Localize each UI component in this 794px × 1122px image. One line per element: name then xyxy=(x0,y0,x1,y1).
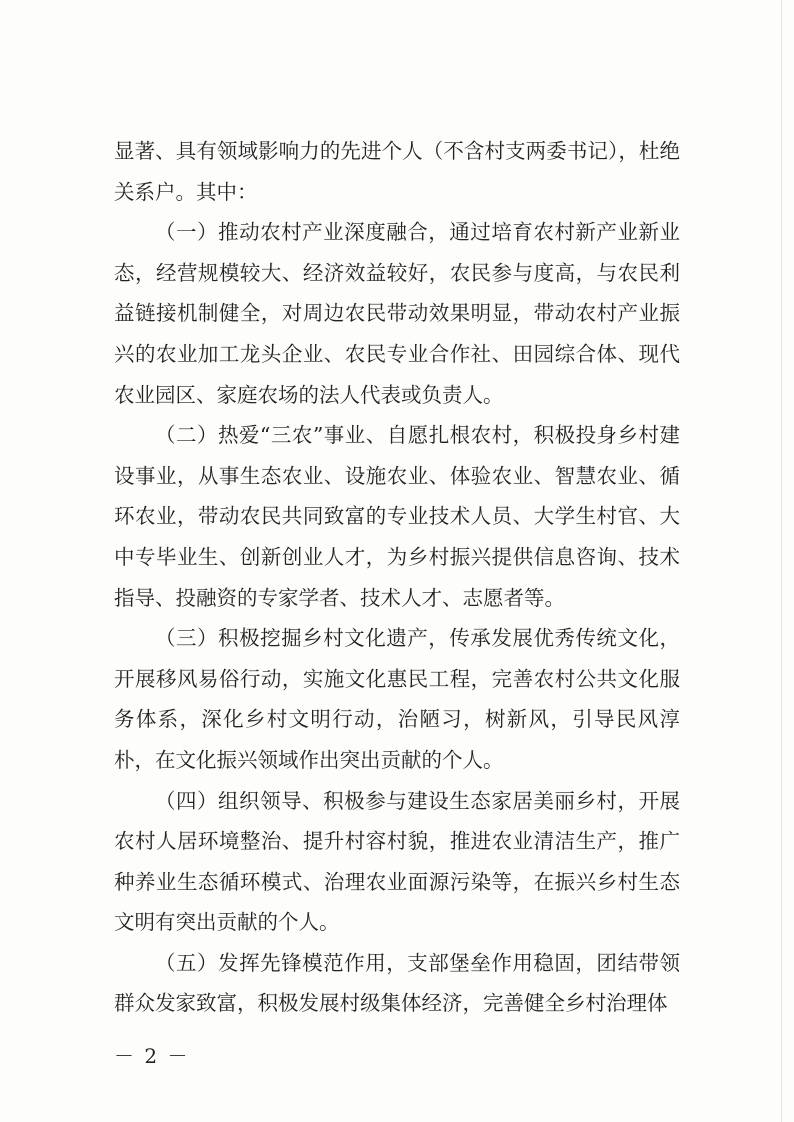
paragraph-item-3: （三）积极挖掘乡村文化遗产，传承发展优秀传统文化，开展移风易俗行动，实施文化惠民工程，完善农村公共文化服务体系，深化乡村文明行动，治陋习，树新风，引导民风淳朴，在文化振兴领域作出突出贡献的个人。 xyxy=(114,626,680,772)
paragraph-item-4: （四）组织领导、积极参与建设生态家居美丽乡村，开展农村人居环境整治、提升村容村貌，推进农业清洁生产，推广种养业生态循环模式、治理农业面源污染等，在振兴乡村生态文明有突出贡献的个人。 xyxy=(114,788,680,935)
scan-edge-line xyxy=(781,0,782,1122)
paragraph-continuation: 显著、具有领域影响力的先进个人（不含村支两委书记），杜绝关系户。其中： xyxy=(114,139,680,204)
paragraph-item-1: （一）推动农村产业深度融合，通过培育农村新产业新业态，经营规模较大、经济效益较好，农民参与度高，与农民利益链接机制健全，对周边农民带动效果明显，带动农村产业振兴的农业加工龙头企业、农民专业合作社、田园综合体、现代农业园区、家庭农场的法人代表或负责人。 xyxy=(114,220,680,407)
paragraph-item-5: （五）发挥先锋模范作用，支部堡垒作用稳固，团结带领群众发家致富，积极发展村级集体经济，完善健全乡村治理体 xyxy=(114,950,680,1016)
document-body xyxy=(114,131,680,1024)
paragraph-item-2: （二）热爱“三农”事业、自愿扎根农村，积极投身乡村建设事业，从事生态农业、设施农业、体验农业、智慧农业、循环农业，带动农民共同致富的专业技术人员、大学生村官、大中专毕业生、创新创业人才，为乡村振兴提供信息咨询、技术指导、投融资的专家学者、技术人才、志愿者等。 xyxy=(114,423,680,610)
page-number: － 2 － xyxy=(114,1044,190,1068)
